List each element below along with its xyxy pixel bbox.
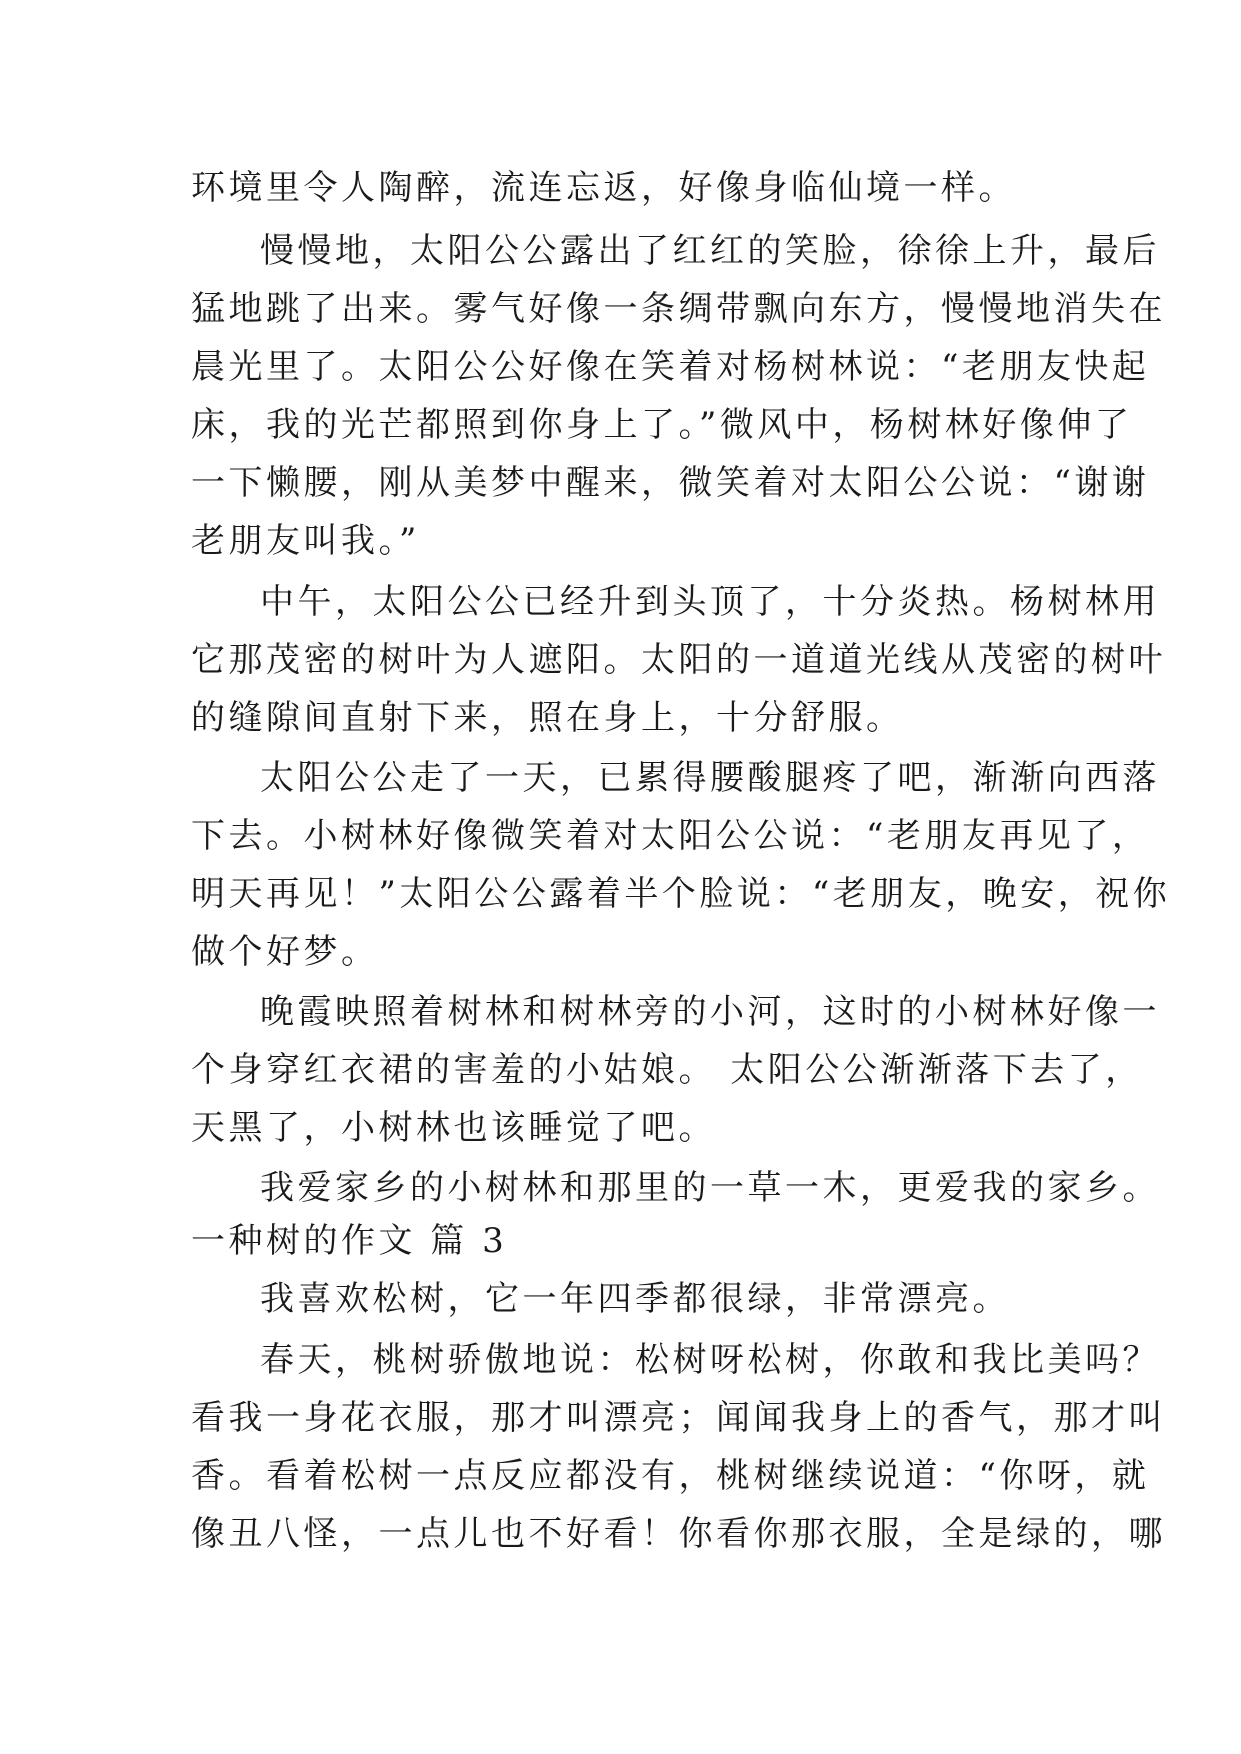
- text-line: 个身穿红衣裙的害羞的小姑娘。 太阳公公渐渐落下去了，: [191, 1050, 1143, 1090]
- text-line: 看我一身花衣服，那才叫漂亮；闻闻我身上的香气，那才叫: [191, 1398, 1166, 1438]
- text-line: 环境里令人陶醉，流连忘返，好像身临仙境一样。: [191, 168, 1016, 208]
- text-line: 下去。小树林好像微笑着对太阳公公说：“老朋友再见了，: [191, 816, 1150, 856]
- paragraph-first-line: 春天，桃树骄傲地说：松树呀松树，你敢和我比美吗？: [260, 1340, 1160, 1380]
- text-line: 像丑八怪，一点儿也不好看！你看你那衣服，全是绿的，哪: [191, 1514, 1166, 1554]
- text-line: 晨光里了。太阳公公好像在笑着对杨树林说：“老朋友快起: [191, 347, 1150, 387]
- text-line: 一下懒腰，刚从美梦中醒来，微笑着对太阳公公说：“谢谢: [191, 463, 1150, 503]
- text-line: 床，我的光芒都照到你身上了。”微风中，杨树林好像伸了: [191, 405, 1133, 445]
- paragraph-first-line: 晚霞映照着树林和树林旁的小河，这时的小树林好像一: [260, 992, 1160, 1032]
- text-line: 它那茂密的树叶为人遮阳。太阳的一道道光线从茂密的树叶: [191, 640, 1166, 680]
- text-line: 天黑了，小树林也该睡觉了吧。: [191, 1108, 716, 1148]
- paragraph-first-line: 我爱家乡的小树林和那里的一草一木，更爱我的家乡。: [260, 1168, 1160, 1208]
- paragraph-first-line: 中午，太阳公公已经升到头顶了，十分炎热。杨树林用: [260, 582, 1160, 622]
- section-heading: 一种树的作文 篇 3: [191, 1221, 508, 1261]
- paragraph-first-line: 我喜欢松树，它一年四季都很绿，非常漂亮。: [260, 1279, 1010, 1319]
- text-line: 猛地跳了出来。雾气好像一条绸带飘向东方，慢慢地消失在: [191, 289, 1166, 329]
- text-line: 明天再见！”太阳公公露着半个脸说：“老朋友，晚安，祝你: [191, 874, 1171, 914]
- text-line: 老朋友叫我。”: [191, 521, 420, 561]
- paragraph-first-line: 太阳公公走了一天，已累得腰酸腿疼了吧，渐渐向西落: [260, 758, 1160, 798]
- text-line: 香。看着松树一点反应都没有，桃树继续说道：“你呀，就: [191, 1456, 1150, 1496]
- text-line: 做个好梦。: [191, 932, 379, 972]
- text-line: 的缝隙间直射下来，照在身上，十分舒服。: [191, 698, 904, 738]
- paragraph-first-line: 慢慢地，太阳公公露出了红红的笑脸，徐徐上升，最后: [260, 231, 1160, 271]
